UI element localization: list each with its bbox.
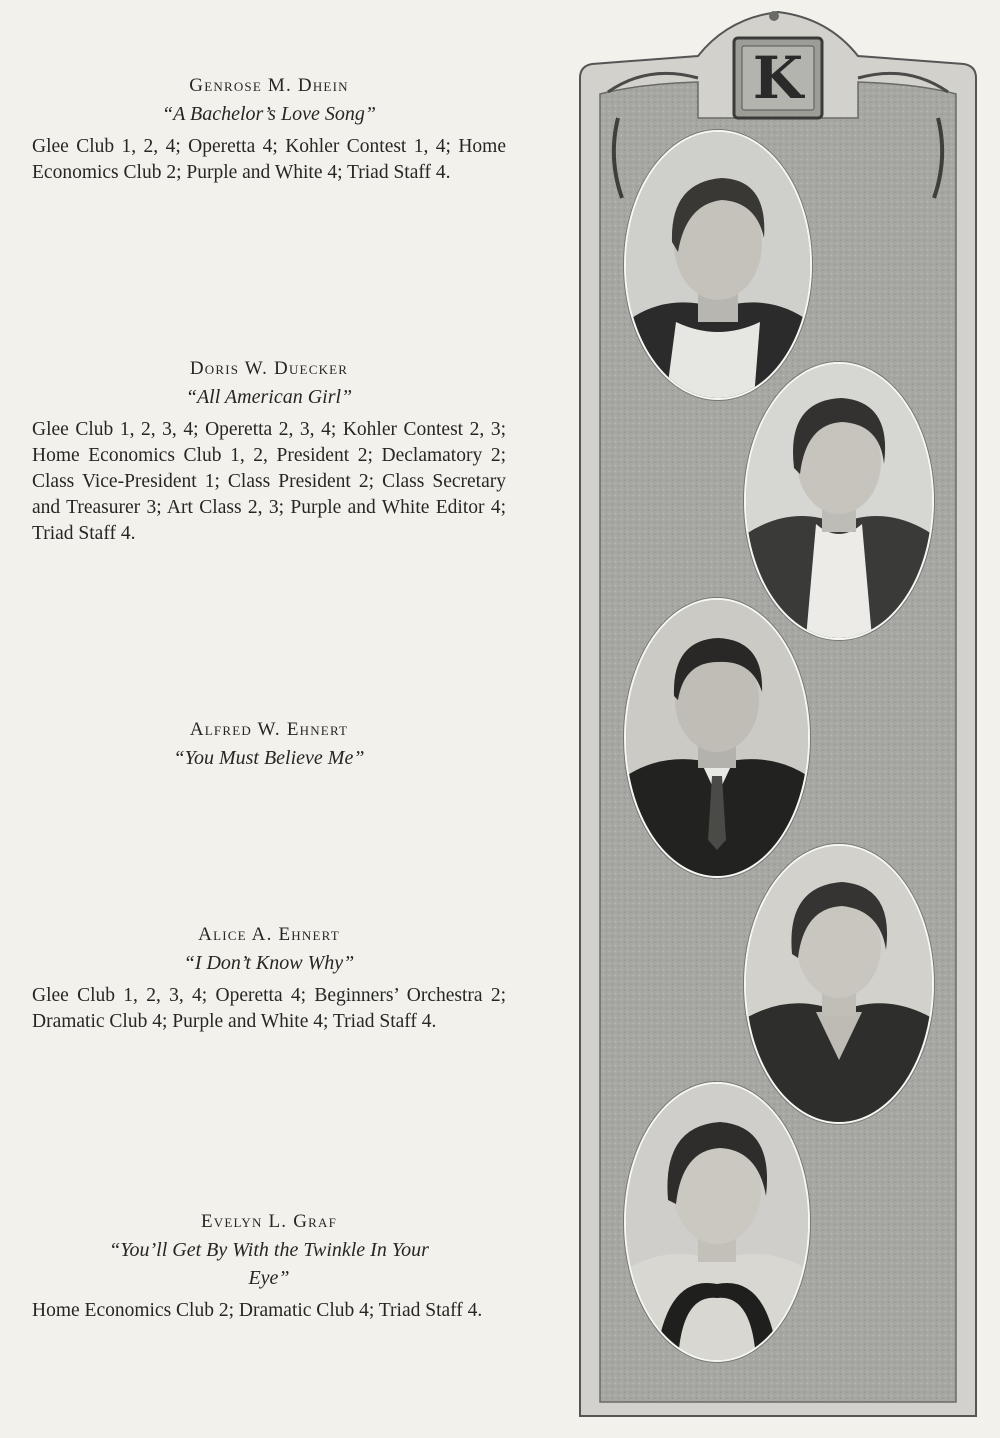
student-motto: “You Must Believe Me” (173, 747, 365, 769)
student-entry-alice-ehnert (32, 921, 506, 1035)
student-motto: “I Don’t Know Why” (183, 952, 355, 974)
portrait-dhein (624, 130, 812, 400)
student-name: Evelyn L. Graf (200, 1211, 338, 1232)
student-entry-graf (32, 1208, 506, 1324)
student-entry-dhein (32, 72, 506, 186)
student-motto: “A Bachelor’s Love Song” (162, 103, 376, 125)
portrait-alfred-ehnert (624, 598, 810, 878)
student-entry-duecker (32, 355, 506, 547)
portrait-graf (624, 1082, 810, 1362)
student-name: Doris W. Duecker (189, 358, 349, 379)
portrait-panel (578, 8, 978, 1418)
student-activities: Home Economics Club 2; Dramatic Club 4; Triad Staff 4. (32, 1300, 483, 1321)
student-motto: “You’ll Get By With the Twinkle In Your Eye” (109, 1239, 429, 1289)
student-entry-alfred-ehnert (32, 716, 506, 772)
student-activities: Glee Club 1, 2, 4; Operetta 4; Kohler Contest 1, 4; Home Economics Club 2; Purple and White 4; Triad Staff 4. (32, 136, 506, 183)
student-activities: Glee Club 1, 2, 3, 4; Operetta 4; Beginners’ Orchestra 2; Dramatic Club 4; Purple and White 4; Triad Staff 4. (32, 985, 506, 1032)
student-motto: “All American Girl” (185, 386, 353, 408)
portrait-alice-ehnert (744, 844, 934, 1124)
student-name: Genrose M. Dhein (189, 75, 349, 96)
portrait-duecker (744, 362, 934, 640)
monogram-letter: K (752, 44, 804, 112)
student-name: Alfred W. Ehnert (189, 719, 349, 740)
student-name: Alice A. Ehnert (198, 924, 340, 945)
student-activities: Glee Club 1, 2, 3, 4; Operetta 2, 3, 4; Kohler Contest 2, 3; Home Economics Club 1, 2, President 2; Declamatory 2; Class Vice-President 1; Class President 2; Class Secretary and Treasurer 3; Art Class 2, 3; Purple and White Editor 4; Triad Staff 4. (32, 419, 506, 544)
